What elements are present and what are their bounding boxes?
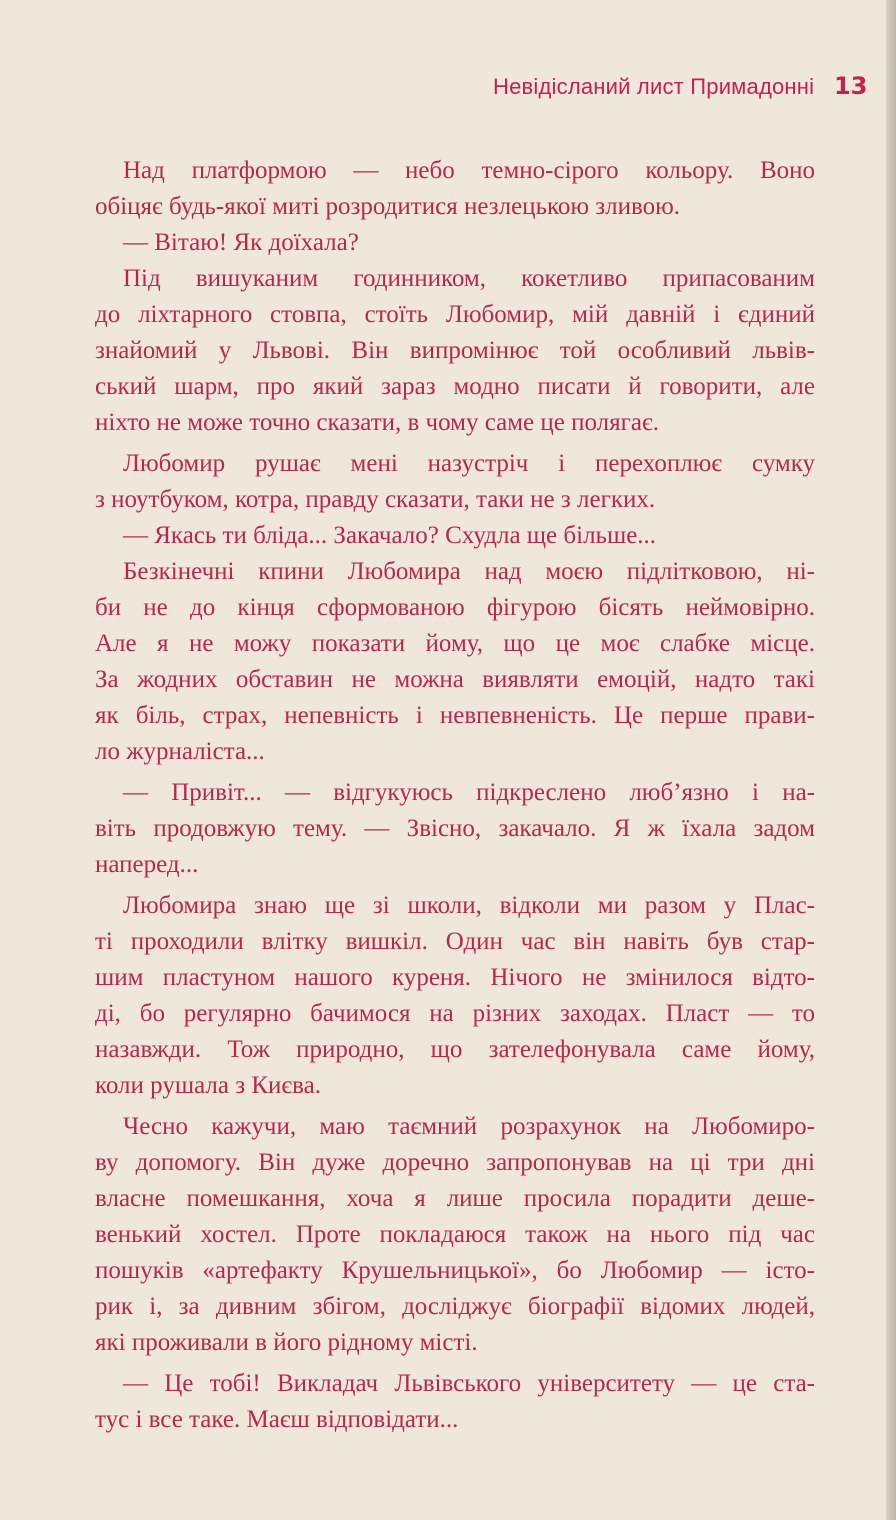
text-line: би не до кінця сформованою фігурою бісять неймовірно. (95, 594, 815, 621)
text-line: За жодних обставин не можна виявляти емоцій, надто такі (95, 666, 815, 693)
paragraph (95, 775, 815, 883)
text-line: Любомира знаю ще зі школи, відколи ми разом у Плас- (123, 892, 815, 919)
text-line: до ліхтарного стовпа, стоїть Любомир, мій давній і єдиний (95, 301, 815, 328)
text-line: з ноутбуком, котра, правду сказати, таки не з легких. (95, 486, 656, 513)
text-line: — Це тобі! Викладач Львівського університету — це ста- (123, 1370, 815, 1397)
text-line: наперед... (95, 851, 199, 878)
text-line: власне помешкання, хоча я лише просила порадити деше- (95, 1185, 815, 1212)
paragraph (95, 225, 815, 261)
text-line: ніхто не може точно сказати, в чому саме це полягає. (95, 409, 659, 436)
text-line: Чесно кажучи, маю таємний розрахунок на Любомиро- (123, 1113, 815, 1140)
page-number: 13 (834, 72, 868, 100)
text-line: венький хостел. Проте покладаюся також на нього під час (95, 1221, 815, 1248)
text-line: віть продовжую тему. — Звісно, закачало. Я ж їхала задом (95, 815, 815, 842)
paragraph (95, 153, 815, 225)
text-line: пошуків «артефакту Крушельницької», бо Любомир — істо- (95, 1257, 815, 1284)
paragraph (95, 1366, 815, 1438)
paragraph (95, 518, 815, 554)
text-line: — Вітаю! Як доїхала? (123, 229, 359, 256)
paragraph (95, 554, 815, 770)
text-line: обіцяє будь-якої миті розродитися незлецькою зливою. (95, 193, 681, 220)
text-line: Під вишуканим годинником, кокетливо припасованим (123, 265, 815, 292)
text-line: Безкінечні кпини Любомира над моєю підлітковою, ні- (123, 558, 815, 585)
text-line: коли рушала з Києва. (95, 1072, 321, 1099)
text-line: знайомий у Львові. Він випромінює той особливий львів- (95, 337, 815, 364)
paragraph (95, 1109, 815, 1361)
text-line: тус і все таке. Маєш відповідати... (95, 1406, 459, 1433)
text-line: шим пластуном нашого куреня. Нічого не змінилося відто- (95, 964, 815, 991)
paragraph (95, 888, 815, 1104)
text-line: ло журналіста... (95, 738, 265, 765)
text-line: ді, бо регулярно бачимося на різних заходах. Пласт — то (95, 1000, 815, 1027)
text-line: які проживали в його рідному місті. (95, 1329, 478, 1356)
text-line: назавжди. Тож природно, що зателефонувала саме йому, (95, 1036, 815, 1063)
text-line: ті проходили влітку вишкіл. Один час він навіть був стар- (95, 928, 815, 955)
paragraph (95, 446, 815, 518)
text-line: Над платформою — небо темно-сірого кольору. Воно (123, 157, 815, 184)
text-line: ський шарм, про який зараз модно писати й говорити, але (95, 373, 815, 400)
paragraph (95, 261, 815, 441)
page-edge (886, 0, 896, 1520)
text-line: Любомир рушає мені назустріч і перехоплює сумку (123, 450, 815, 477)
text-line: Але я не можу показати йому, що це моє слабке місце. (95, 630, 815, 657)
running-title: Невідісланий лист Примадонні (493, 74, 815, 99)
text-line: ву допомогу. Він дуже доречно запропонував на ці три дні (95, 1149, 815, 1176)
body-text (95, 153, 815, 1438)
text-line: рик і, за дивним збігом, досліджує біографії відомих людей, (95, 1293, 815, 1320)
text-line: як біль, страх, непевність і невпевненість. Це перше прави- (95, 702, 815, 729)
text-line: — Якась ти бліда... Закачало? Схудла ще більше... (123, 522, 657, 549)
text-line: — Привіт... — відгукуюсь підкреслено люб’язно і на- (123, 779, 815, 806)
